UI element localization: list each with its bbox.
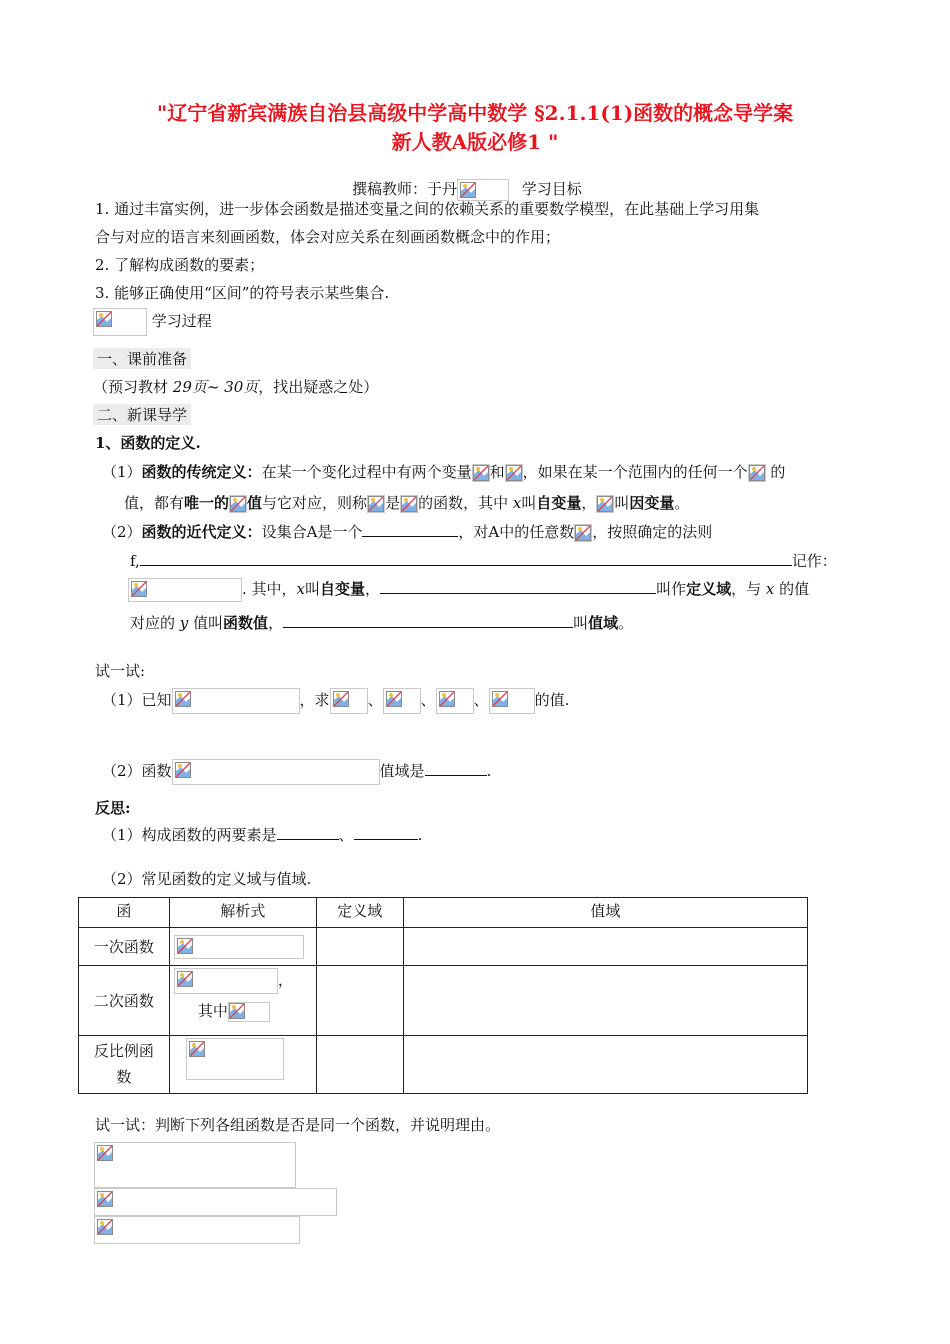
var-y: y bbox=[179, 614, 189, 632]
trad-line2b: 与它对应，则称 bbox=[262, 494, 368, 512]
mod-text1: 设集合A是一个 bbox=[261, 523, 363, 541]
mod-def-line2 bbox=[130, 550, 837, 571]
image-placeholder bbox=[93, 308, 147, 336]
formula-image bbox=[472, 464, 490, 482]
where-label: 其中 bbox=[197, 1002, 228, 1020]
broken-image-icon bbox=[189, 1041, 205, 1057]
table-cell-range[interactable] bbox=[403, 966, 807, 1036]
doc-title-line2: 新人教A版必修1 " bbox=[391, 130, 559, 154]
note-pre: （预习教材 bbox=[93, 378, 173, 396]
trad-val: 值 bbox=[247, 494, 263, 512]
try2-label: 试一试：判断下列各组函数是否是同一个函数，并说明理由。 bbox=[95, 1116, 501, 1134]
broken-image-icon bbox=[575, 525, 591, 541]
section1-title: 一、课前准备 bbox=[93, 348, 191, 369]
sep: 、 bbox=[473, 691, 489, 709]
formula-image bbox=[186, 1038, 284, 1080]
trad-label: （1） bbox=[102, 463, 142, 481]
reflect-q1-sep: 、 bbox=[338, 826, 354, 844]
try1-q2 bbox=[102, 759, 491, 785]
trad-dep: 因变量 bbox=[629, 494, 675, 512]
broken-image-icon bbox=[333, 691, 349, 707]
sep: 、 bbox=[420, 691, 436, 709]
mod-call3: 叫 bbox=[573, 614, 589, 632]
trad-def-line1 bbox=[102, 461, 785, 482]
trad-and: 和 bbox=[489, 463, 505, 481]
table-cell-range[interactable] bbox=[403, 1036, 807, 1094]
trad-def-line2 bbox=[124, 492, 689, 513]
name-line1: 反比例函 bbox=[93, 1042, 154, 1060]
formula-image bbox=[94, 1188, 337, 1216]
broken-image-icon bbox=[97, 1191, 113, 1207]
note-post: ，找出疑惑之处） bbox=[258, 378, 379, 396]
doc-title-line1: "辽宁省新宾满族自治县高级中学高中数学 §2.1.1(1)函数的概念导学案 bbox=[156, 101, 794, 125]
blank-line[interactable] bbox=[283, 627, 573, 628]
formula-image bbox=[229, 495, 247, 513]
broken-image-icon bbox=[175, 762, 191, 778]
goals-heading: 学习目标 bbox=[521, 180, 582, 198]
formula-image bbox=[94, 1216, 300, 1244]
goal-line-4: 3. 能够正确使用“区间”的符号表示某些集合. bbox=[95, 284, 390, 302]
name-line2: 数 bbox=[116, 1068, 132, 1086]
reflect-title: 反思: bbox=[95, 799, 131, 817]
trad-text2: ，如果在某一个范围内的任何一个 bbox=[522, 463, 748, 481]
formula-image bbox=[174, 968, 278, 994]
note-pages: 29页~ 30页 bbox=[172, 378, 259, 396]
reflect-q1 bbox=[102, 824, 422, 845]
formula-image bbox=[505, 464, 523, 482]
author-label: 撰稿教师：于丹 bbox=[352, 180, 458, 198]
broken-image-icon bbox=[506, 465, 522, 481]
mod-text3: ，按照确定的法则 bbox=[592, 523, 713, 541]
mod-fval: 函数值 bbox=[223, 614, 269, 632]
try1-q1 bbox=[102, 688, 569, 714]
mod-comma2: ， bbox=[268, 614, 284, 632]
formula-image bbox=[94, 1142, 296, 1188]
def-heading: 1、函数的定义. bbox=[95, 434, 201, 452]
mod-f: f, bbox=[130, 552, 140, 570]
table-cell-domain[interactable] bbox=[316, 1036, 403, 1094]
mod-line4a: 对应的 bbox=[130, 614, 180, 632]
table-row bbox=[79, 928, 808, 966]
table-cell-range[interactable] bbox=[403, 928, 807, 966]
blank-line[interactable] bbox=[354, 839, 418, 840]
formula-image bbox=[330, 688, 368, 714]
formula-image bbox=[228, 1002, 270, 1022]
mod-line4b: 值叫 bbox=[188, 614, 224, 632]
mod-bold: 函数的近代定义： bbox=[141, 523, 262, 541]
try2-item-2 bbox=[94, 1188, 337, 1216]
table-row bbox=[79, 1036, 808, 1094]
mod-line3b: ，与 bbox=[731, 580, 766, 598]
trad-line2a: 值，都有 bbox=[124, 494, 185, 512]
section2-title: 二、新课导学 bbox=[93, 404, 191, 425]
formula-image bbox=[596, 495, 614, 513]
broken-image-icon bbox=[97, 1219, 113, 1235]
q2-pre: （2）函数 bbox=[102, 762, 172, 780]
table-cell-formula bbox=[169, 1036, 316, 1094]
broken-image-icon bbox=[597, 496, 613, 512]
mod-record: 记作： bbox=[791, 552, 837, 570]
trad-comma: ， bbox=[581, 494, 597, 512]
table-cell-name: 二次函数 bbox=[79, 966, 170, 1036]
table-header: 定义域 bbox=[316, 898, 403, 928]
formula-image bbox=[128, 578, 242, 602]
trad-indep: 自变量 bbox=[536, 494, 582, 512]
broken-image-icon bbox=[439, 691, 455, 707]
trad-is: 是 bbox=[385, 494, 401, 512]
q1-end: 的值. bbox=[534, 691, 570, 709]
reflect-q1-pre: （1）构成函数的两要素是 bbox=[102, 826, 277, 844]
table-cell-name bbox=[79, 1036, 170, 1094]
broken-image-icon bbox=[492, 691, 508, 707]
var-x: x bbox=[512, 494, 522, 512]
table-header: 函 bbox=[79, 898, 170, 928]
mod-end: 。 bbox=[618, 614, 634, 632]
trad-call: 叫 bbox=[521, 494, 537, 512]
mod-line3c: 的值 bbox=[774, 580, 810, 598]
blank-line[interactable] bbox=[380, 593, 656, 594]
table-cell-formula bbox=[169, 928, 316, 966]
var-x: x bbox=[765, 580, 775, 598]
mod-called: 叫作 bbox=[656, 580, 687, 598]
formula-image bbox=[436, 688, 474, 714]
broken-image-icon bbox=[473, 465, 489, 481]
trad-end: 。 bbox=[674, 494, 690, 512]
broken-image-icon bbox=[96, 311, 112, 327]
blank-line[interactable] bbox=[362, 536, 458, 537]
comma: ， bbox=[277, 971, 293, 989]
blank-line[interactable] bbox=[425, 775, 487, 776]
broken-image-icon bbox=[401, 496, 417, 512]
mod-range: 值域 bbox=[588, 614, 619, 632]
mod-line3a: . 其中， bbox=[242, 580, 297, 598]
formula-image bbox=[489, 688, 535, 714]
formula-image bbox=[383, 688, 421, 714]
trad-line2c: 的函数，其中 bbox=[418, 494, 513, 512]
trad-text3: 的 bbox=[770, 463, 786, 481]
table-header: 解析式 bbox=[169, 898, 316, 928]
blank-line[interactable] bbox=[140, 565, 792, 566]
goal-line-1: 1. 通过丰富实例，进一步体会函数是描述变量之间的依赖关系的重要数学模型，在此基础上学习用集 bbox=[95, 200, 760, 218]
table-header-row bbox=[79, 898, 808, 928]
broken-image-icon bbox=[175, 691, 191, 707]
mod-label: （2） bbox=[102, 523, 142, 541]
trad-bold: 函数的传统定义： bbox=[141, 463, 262, 481]
reflect-q1-end: . bbox=[417, 826, 423, 844]
broken-image-icon bbox=[177, 938, 193, 954]
sep: 、 bbox=[367, 691, 383, 709]
broken-image-icon bbox=[368, 496, 384, 512]
broken-image-icon bbox=[177, 971, 193, 987]
blank-line[interactable] bbox=[277, 839, 339, 840]
formula-image bbox=[574, 524, 592, 542]
goal-line-3: 2. 了解构成函数的要素； bbox=[95, 256, 265, 274]
formula-image bbox=[174, 935, 304, 959]
goal-line-2: 合与对应的语言来刻画函数，体会对应关系在刻画函数概念中的作用； bbox=[95, 228, 561, 246]
mod-comma: ， bbox=[365, 580, 381, 598]
q1-mid: ，求 bbox=[299, 691, 330, 709]
mod-domain: 定义域 bbox=[686, 580, 732, 598]
broken-image-icon bbox=[230, 496, 246, 512]
table-row bbox=[79, 966, 808, 1036]
broken-image-icon bbox=[97, 1145, 113, 1161]
function-table bbox=[78, 897, 808, 1094]
broken-image-icon bbox=[229, 1003, 245, 1019]
try1-label: 试一试: bbox=[95, 662, 146, 680]
formula-image bbox=[748, 464, 766, 482]
var-x: x bbox=[296, 580, 306, 598]
trad-text1: 在某一个变化过程中有两个变量 bbox=[261, 463, 472, 481]
mod-call: 叫 bbox=[305, 580, 321, 598]
formula-image bbox=[367, 495, 385, 513]
trad-call2: 叫 bbox=[614, 494, 630, 512]
table-cell-name: 一次函数 bbox=[79, 928, 170, 966]
try2-item-1 bbox=[94, 1142, 296, 1188]
broken-image-icon bbox=[460, 182, 476, 198]
mod-def-line3 bbox=[128, 578, 809, 602]
process-heading-text: 学习过程 bbox=[151, 312, 212, 330]
q1-pre: （1）已知 bbox=[102, 691, 172, 709]
broken-image-icon bbox=[749, 465, 765, 481]
table-cell-domain[interactable] bbox=[316, 966, 403, 1036]
try2-item-3 bbox=[94, 1216, 300, 1244]
formula-image bbox=[172, 688, 300, 714]
trad-unique: 唯一的 bbox=[184, 494, 230, 512]
mod-def-line4 bbox=[130, 612, 633, 633]
mod-indep: 自变量 bbox=[320, 580, 366, 598]
table-header: 值域 bbox=[403, 898, 807, 928]
broken-image-icon bbox=[131, 581, 147, 597]
q2-mid: 值域是 bbox=[379, 762, 425, 780]
table-cell-formula bbox=[169, 966, 316, 1036]
formula-image bbox=[172, 759, 380, 785]
formula-image bbox=[400, 495, 418, 513]
section1-note bbox=[93, 376, 378, 397]
mod-def-line1 bbox=[102, 521, 712, 542]
table-cell-domain[interactable] bbox=[316, 928, 403, 966]
process-heading bbox=[93, 308, 212, 336]
q2-end: . bbox=[486, 762, 492, 780]
mod-text2: ，对A中的任意数 bbox=[458, 523, 575, 541]
broken-image-icon bbox=[386, 691, 402, 707]
reflect-q2: （2）常见函数的定义域与值域. bbox=[102, 870, 312, 888]
